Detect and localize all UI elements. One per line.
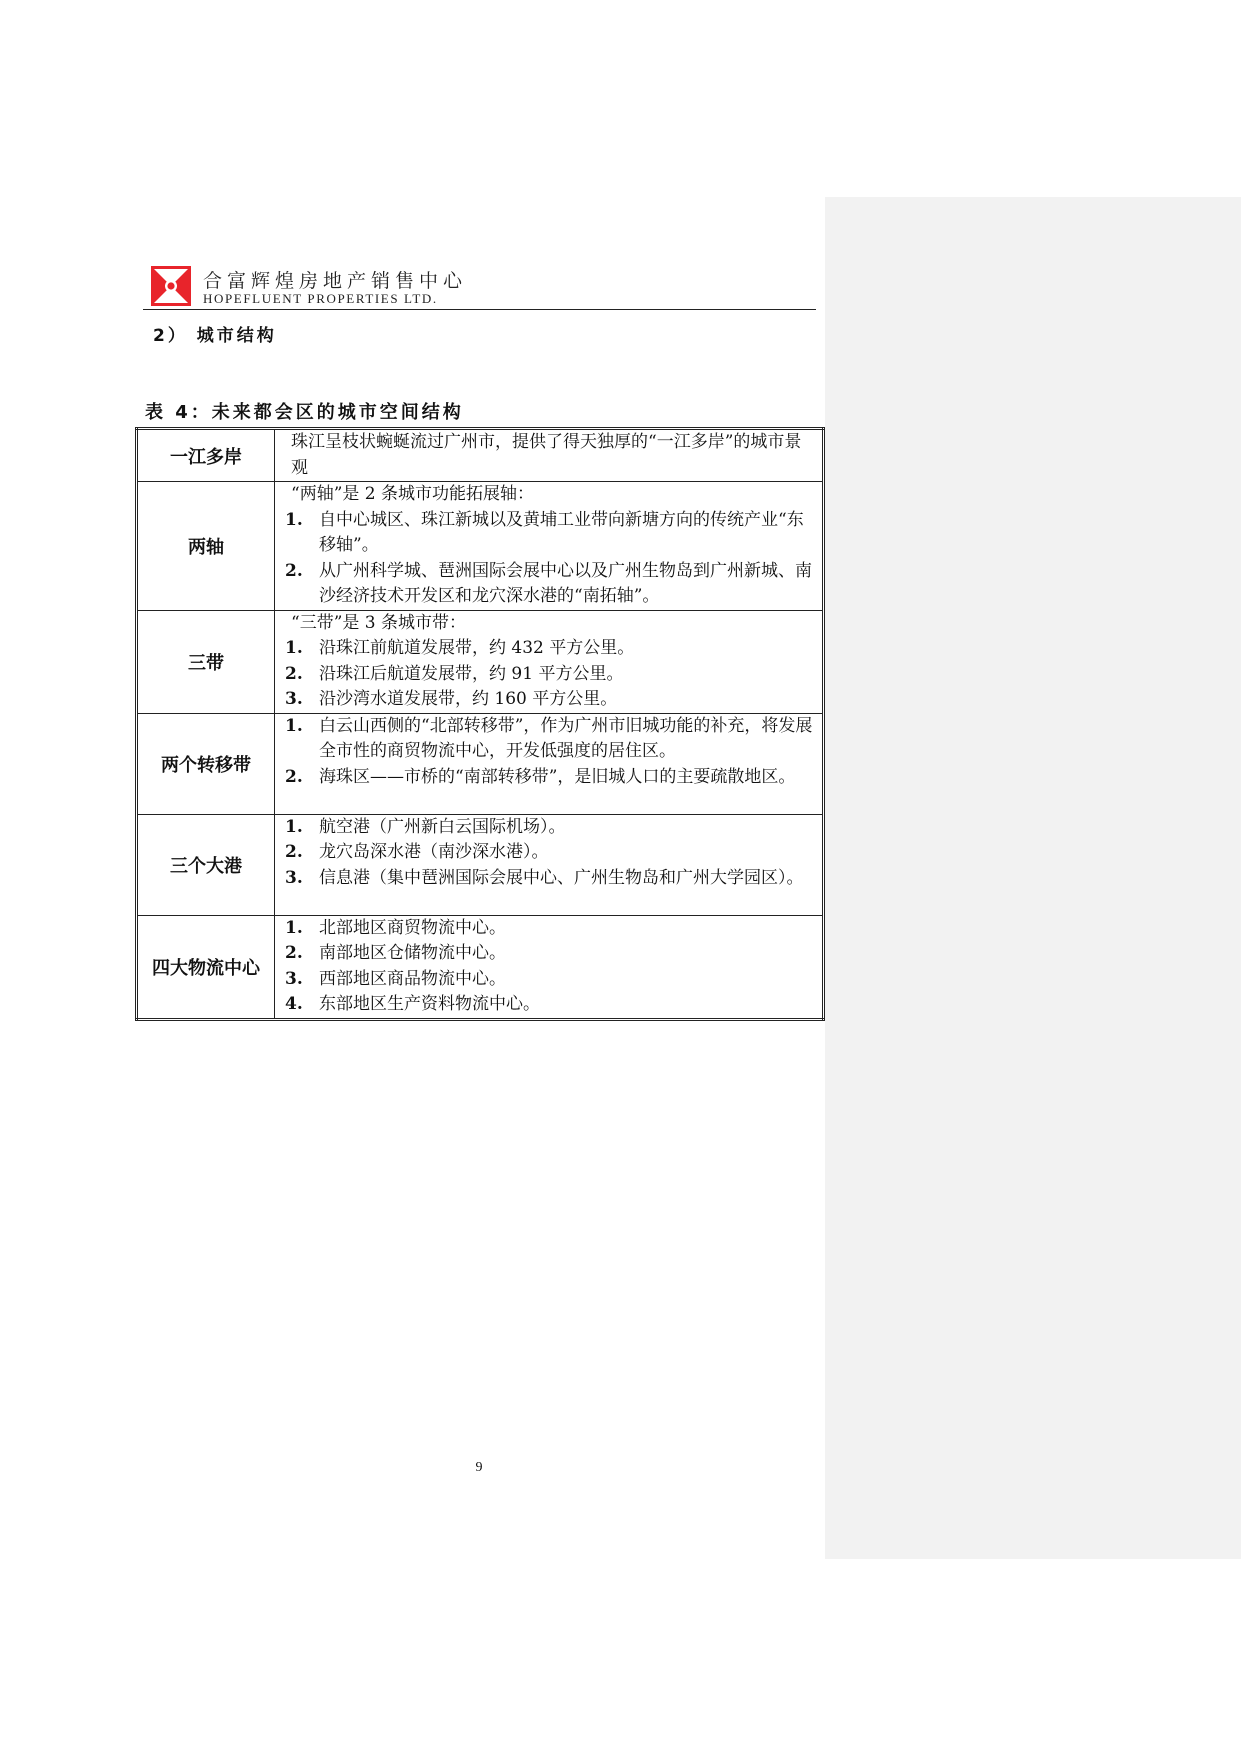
table-row: [137, 610, 824, 713]
table-caption: 表 4：未来都会区的城市空间结构: [145, 402, 464, 423]
table-row: [137, 429, 824, 482]
page-number: 9: [475, 1460, 483, 1475]
list-item-text: 自中心城区、珠江新城以及黄埔工业带向新塘方向的传统产业“东移轴”。: [319, 509, 804, 555]
list-item: [283, 508, 815, 559]
list-item-number: 3.: [285, 689, 303, 709]
logo-center-ring: [167, 282, 174, 289]
row-intro-text: “两轴”是 2 条城市功能拓展轴：: [291, 484, 535, 504]
list-item-text: 沿珠江后航道发展带，约 91 平方公里。: [319, 663, 624, 684]
row-description: [275, 713, 824, 814]
list-item: [283, 815, 815, 841]
comment-pane: [825, 197, 1241, 1559]
list-item: [283, 765, 815, 791]
company-name-cn: 合富辉煌房地产销售中心: [203, 270, 468, 292]
list-item: [283, 662, 815, 688]
list-item-number: 1.: [285, 638, 303, 658]
row-key: 两个转移带: [137, 713, 275, 814]
list-item-number: 2.: [285, 943, 303, 963]
table-row: [137, 713, 824, 814]
list-item: [283, 916, 815, 942]
list-item-text: 海珠区——市桥的“南部转移带”，是旧城人口的主要疏散地区。: [319, 766, 796, 787]
list-item-text: 航空港（广州新白云国际机场）。: [319, 816, 566, 837]
list-item-number: 3.: [285, 867, 303, 888]
row-key: 一江多岸: [137, 429, 275, 482]
row-key: 两轴: [137, 482, 275, 611]
list-item: [283, 687, 815, 713]
row-key: 四大物流中心: [137, 915, 275, 1019]
list-item-text: 沿珠江前航道发展带，约 432 平方公里。: [319, 638, 635, 658]
list-item: [283, 714, 815, 765]
list-item: [283, 967, 815, 993]
row-description: [275, 482, 824, 611]
hopefluent-logo-icon: [151, 266, 191, 306]
row-intro-text: “三带”是 3 条城市带：: [291, 612, 467, 633]
list-item-text: 北部地区商贸物流中心。: [319, 917, 506, 938]
list-item-number: 1.: [285, 917, 303, 938]
list-item-text: 信息港（集中琶洲国际会展中心、广州生物岛和广州大学园区）。: [319, 867, 804, 888]
list-item-number: 3.: [285, 968, 303, 989]
list-item-text: 南部地区仓储物流中心。: [319, 943, 506, 963]
list-item-number: 2.: [285, 842, 303, 862]
list-item: [283, 992, 815, 1018]
list-item: [283, 636, 815, 662]
list-item-number: 2.: [285, 766, 303, 787]
section-heading: 2） 城市结构: [153, 326, 277, 346]
list-item-text: 龙穴岛深水港（南沙深水港）。: [319, 842, 549, 862]
list-item-number: 2.: [285, 663, 303, 684]
list-item-number: 1.: [285, 509, 303, 530]
list-item-text: 西部地区商品物流中心。: [319, 968, 506, 989]
list-item: [283, 840, 815, 866]
list-item-number: 1.: [285, 816, 303, 837]
list-item: [283, 866, 815, 892]
table-row: [137, 814, 824, 915]
row-intro-text: 珠江呈枝状蜿蜒流过广州市，提供了得天独厚的“一江多岸”的城市景观: [291, 432, 802, 478]
row-description: [275, 429, 824, 482]
row-description: [275, 610, 824, 713]
page-header: [151, 266, 816, 310]
list-item-text: 从广州科学城、琶洲国际会展中心以及广州生物岛到广州新城、南沙经济技术开发区和龙穴深水港的“南拓轴”。: [319, 560, 812, 606]
list-item-text: 东部地区生产资料物流中心。: [319, 994, 540, 1014]
row-description: [275, 915, 824, 1019]
list-item-number: 2.: [285, 560, 303, 581]
list-item: [283, 941, 815, 967]
list-item-text: 白云山西侧的“北部转移带”，作为广州市旧城功能的补充，将发展全市性的商贸物流中心，开发低强度的居住区。: [319, 715, 813, 761]
table-row: [137, 915, 824, 1019]
row-key: 三个大港: [137, 814, 275, 915]
list-item-number: 1.: [285, 715, 303, 736]
table-body: [137, 429, 824, 1020]
row-description: [275, 814, 824, 915]
city-structure-table: [135, 427, 825, 1021]
table-row: [137, 482, 824, 611]
header-divider: [143, 309, 816, 310]
company-name-en: HOPEFLUENT PROPERTIES LTD.: [203, 291, 438, 306]
list-item: [283, 559, 815, 610]
list-item-number: 4.: [285, 994, 303, 1014]
list-item-text: 沿沙湾水道发展带，约 160 平方公里。: [319, 689, 618, 709]
row-key: 三带: [137, 610, 275, 713]
